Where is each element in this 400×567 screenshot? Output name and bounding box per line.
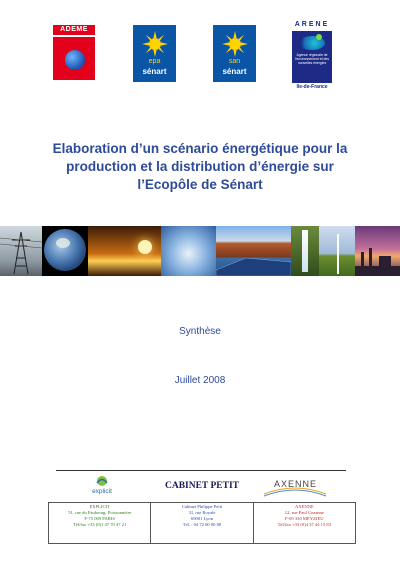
- epa-senart-label: sénart: [142, 67, 167, 76]
- axenne-logo: [260, 476, 330, 500]
- contact-explicit: EXPLICIT 51, rue du Faubourg, Poissonnière F-75 009 PARIS Tél/fax +33 (0)1 47 70 47 21: [49, 503, 151, 543]
- epa-label: epa: [148, 58, 161, 65]
- arene-logo-name: ARENE: [294, 21, 330, 28]
- sun-icon: [142, 31, 168, 57]
- sun-icon: [222, 31, 248, 57]
- document-subtitle: Synthèse: [179, 326, 221, 337]
- title-line-3: l’Ecopôle de Sénart: [137, 177, 263, 192]
- globe-icon: [65, 50, 85, 70]
- contact-cabinet-petit: Cabinet Philippe Petit 31, rue Royale 69001 Lyon Tél. : 04 72 00 00 00: [151, 503, 253, 543]
- document-date: Juillet 2008: [174, 375, 226, 386]
- arene-logo-region: Ile-de-France: [296, 84, 328, 90]
- cabinet-petit-logo: CABINET PETIT: [164, 481, 239, 491]
- power-pylon-photo: [0, 226, 42, 276]
- footer-divider: [56, 470, 346, 471]
- san-label: san: [228, 58, 241, 65]
- title-line-1: Elaboration d’un scénario énergétique pour la: [52, 141, 348, 156]
- solar-panels-photo: [216, 226, 291, 276]
- landscape-photo: [319, 226, 355, 276]
- ademe-logo: [53, 25, 95, 80]
- industrial-plant-photo: [355, 226, 400, 276]
- explicit-logo: [82, 474, 122, 500]
- energy-photo-strip: [0, 226, 400, 276]
- earth-photo: [42, 226, 88, 276]
- arene-logo: [292, 21, 332, 91]
- waterfall-photo: [291, 226, 319, 276]
- contact-axenne: AXENNE 12, rue Paul Cezanne F-69 330 MEYZIEU Tél/fax +33 (0)4 37 44 15 83: [277, 504, 331, 527]
- arene-dot-icon: [316, 34, 322, 40]
- document-title: [30, 140, 370, 194]
- san-senart-logo: [213, 25, 256, 82]
- explicit-logo-text: explicit: [92, 488, 112, 495]
- arene-logo-subtitle: Agence régionale de l'environnement et des nouvelles énergies: [294, 53, 329, 65]
- satellite-photo: [161, 226, 216, 276]
- epa-senart-logo: [133, 25, 176, 82]
- title-line-2: production et la distribution d’énergie sur: [66, 159, 334, 174]
- san-senart-label: sénart: [222, 67, 247, 76]
- axenne-logo-text: AXENNE: [274, 479, 318, 489]
- arene-logo-box: [292, 31, 332, 83]
- contacts-table: [48, 502, 356, 544]
- ademe-logo-text: ADEME: [53, 25, 95, 35]
- sunset-photo: [88, 226, 161, 276]
